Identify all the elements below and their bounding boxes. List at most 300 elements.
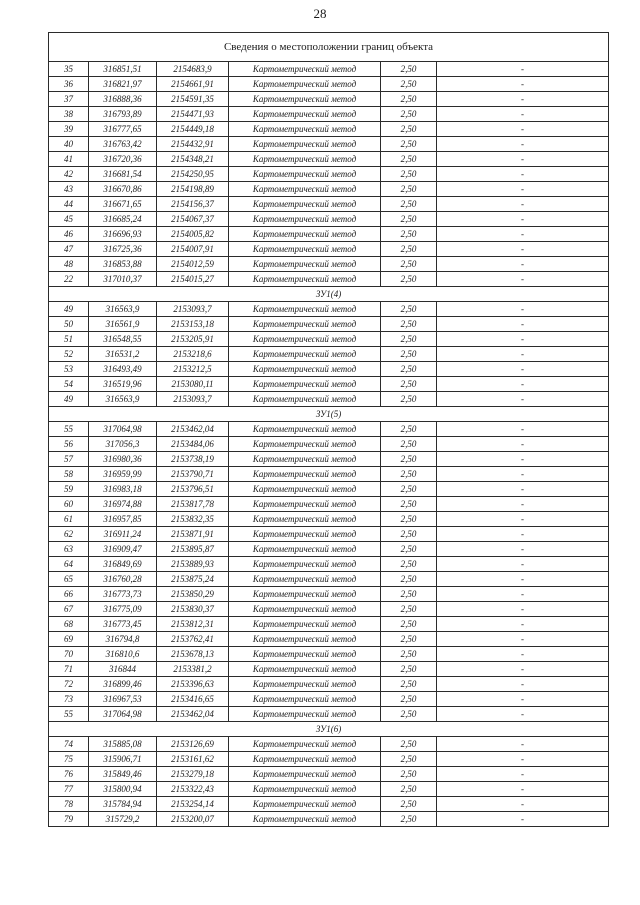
section-label: ЗУ1(5) xyxy=(49,407,609,422)
description-cell: - xyxy=(437,347,609,362)
accuracy-cell: 2,50 xyxy=(381,512,437,527)
description-cell: - xyxy=(437,152,609,167)
table-row xyxy=(49,662,609,677)
accuracy-cell: 2,50 xyxy=(381,482,437,497)
point-number-cell: 56 xyxy=(49,437,89,452)
x-coordinate-cell: 315800,94 xyxy=(89,782,157,797)
x-coordinate-cell: 316760,28 xyxy=(89,572,157,587)
description-cell: - xyxy=(437,317,609,332)
description-cell: - xyxy=(437,542,609,557)
table-row xyxy=(49,812,609,827)
accuracy-cell: 2,50 xyxy=(381,212,437,227)
point-number-cell: 49 xyxy=(49,302,89,317)
table-row xyxy=(49,122,609,137)
x-coordinate-cell: 316851,51 xyxy=(89,62,157,77)
table-row xyxy=(49,152,609,167)
x-coordinate-cell: 316493,49 xyxy=(89,362,157,377)
point-number-cell: 44 xyxy=(49,197,89,212)
table-row xyxy=(49,377,609,392)
y-coordinate-cell: 2154156,37 xyxy=(157,197,229,212)
accuracy-cell: 2,50 xyxy=(381,677,437,692)
point-number-cell: 59 xyxy=(49,482,89,497)
table-row xyxy=(49,167,609,182)
accuracy-cell: 2,50 xyxy=(381,527,437,542)
method-cell: Картометрический метод xyxy=(229,272,381,287)
point-number-cell: 40 xyxy=(49,137,89,152)
y-coordinate-cell: 2153322,43 xyxy=(157,782,229,797)
x-coordinate-cell: 316561,9 xyxy=(89,317,157,332)
accuracy-cell: 2,50 xyxy=(381,617,437,632)
accuracy-cell: 2,50 xyxy=(381,557,437,572)
accuracy-cell: 2,50 xyxy=(381,317,437,332)
table-row xyxy=(49,707,609,722)
description-cell: - xyxy=(437,752,609,767)
point-number-cell: 67 xyxy=(49,602,89,617)
y-coordinate-cell: 2153080,11 xyxy=(157,377,229,392)
method-cell: Картометрический метод xyxy=(229,437,381,452)
description-cell: - xyxy=(437,332,609,347)
method-cell: Картометрический метод xyxy=(229,647,381,662)
point-number-cell: 64 xyxy=(49,557,89,572)
x-coordinate-cell: 316671,65 xyxy=(89,197,157,212)
x-coordinate-cell: 316777,65 xyxy=(89,122,157,137)
y-coordinate-cell: 2153416,65 xyxy=(157,692,229,707)
point-number-cell: 78 xyxy=(49,797,89,812)
method-cell: Картометрический метод xyxy=(229,257,381,272)
boundary-coordinates-table xyxy=(48,32,609,827)
x-coordinate-cell: 317064,98 xyxy=(89,707,157,722)
y-coordinate-cell: 2153817,78 xyxy=(157,497,229,512)
x-coordinate-cell: 316519,96 xyxy=(89,377,157,392)
method-cell: Картометрический метод xyxy=(229,752,381,767)
y-coordinate-cell: 2153381,2 xyxy=(157,662,229,677)
accuracy-cell: 2,50 xyxy=(381,707,437,722)
accuracy-cell: 2,50 xyxy=(381,92,437,107)
accuracy-cell: 2,50 xyxy=(381,272,437,287)
accuracy-cell: 2,50 xyxy=(381,497,437,512)
description-cell: - xyxy=(437,767,609,782)
method-cell: Картометрический метод xyxy=(229,707,381,722)
x-coordinate-cell: 316685,24 xyxy=(89,212,157,227)
y-coordinate-cell: 2154683,9 xyxy=(157,62,229,77)
description-cell: - xyxy=(437,647,609,662)
accuracy-cell: 2,50 xyxy=(381,227,437,242)
accuracy-cell: 2,50 xyxy=(381,137,437,152)
table-row xyxy=(49,317,609,332)
method-cell: Картометрический метод xyxy=(229,737,381,752)
accuracy-cell: 2,50 xyxy=(381,107,437,122)
table-row xyxy=(49,617,609,632)
accuracy-cell: 2,50 xyxy=(381,737,437,752)
description-cell: - xyxy=(437,362,609,377)
accuracy-cell: 2,50 xyxy=(381,542,437,557)
table-row xyxy=(49,647,609,662)
accuracy-cell: 2,50 xyxy=(381,422,437,437)
x-coordinate-cell: 316844 xyxy=(89,662,157,677)
table-row xyxy=(49,257,609,272)
y-coordinate-cell: 2154198,89 xyxy=(157,182,229,197)
y-coordinate-cell: 2153830,37 xyxy=(157,602,229,617)
accuracy-cell: 2,50 xyxy=(381,647,437,662)
method-cell: Картометрический метод xyxy=(229,662,381,677)
description-cell: - xyxy=(437,707,609,722)
x-coordinate-cell: 316725,36 xyxy=(89,242,157,257)
y-coordinate-cell: 2153279,18 xyxy=(157,767,229,782)
method-cell: Картометрический метод xyxy=(229,587,381,602)
y-coordinate-cell: 2153889,93 xyxy=(157,557,229,572)
method-cell: Картометрический метод xyxy=(229,347,381,362)
table-row xyxy=(49,362,609,377)
table-row xyxy=(49,602,609,617)
point-number-cell: 74 xyxy=(49,737,89,752)
method-cell: Картометрический метод xyxy=(229,167,381,182)
point-number-cell: 43 xyxy=(49,182,89,197)
accuracy-cell: 2,50 xyxy=(381,392,437,407)
y-coordinate-cell: 2153796,51 xyxy=(157,482,229,497)
method-cell: Картометрический метод xyxy=(229,692,381,707)
description-cell: - xyxy=(437,377,609,392)
y-coordinate-cell: 2153093,7 xyxy=(157,392,229,407)
y-coordinate-cell: 2153875,24 xyxy=(157,572,229,587)
x-coordinate-cell: 316763,42 xyxy=(89,137,157,152)
point-number-cell: 49 xyxy=(49,392,89,407)
table-row xyxy=(49,302,609,317)
y-coordinate-cell: 2154348,21 xyxy=(157,152,229,167)
point-number-cell: 48 xyxy=(49,257,89,272)
method-cell: Картометрический метод xyxy=(229,632,381,647)
y-coordinate-cell: 2153205,91 xyxy=(157,332,229,347)
x-coordinate-cell: 316670,86 xyxy=(89,182,157,197)
method-cell: Картометрический метод xyxy=(229,512,381,527)
point-number-cell: 22 xyxy=(49,272,89,287)
y-coordinate-cell: 2154449,18 xyxy=(157,122,229,137)
point-number-cell: 50 xyxy=(49,317,89,332)
table-row xyxy=(49,587,609,602)
method-cell: Картометрический метод xyxy=(229,602,381,617)
description-cell: - xyxy=(437,197,609,212)
method-cell: Картометрический метод xyxy=(229,137,381,152)
x-coordinate-cell: 316821,97 xyxy=(89,77,157,92)
x-coordinate-cell: 316911,24 xyxy=(89,527,157,542)
method-cell: Картометрический метод xyxy=(229,302,381,317)
table-row xyxy=(49,227,609,242)
description-cell: - xyxy=(437,467,609,482)
x-coordinate-cell: 316794,8 xyxy=(89,632,157,647)
point-number-cell: 72 xyxy=(49,677,89,692)
point-number-cell: 53 xyxy=(49,362,89,377)
point-number-cell: 57 xyxy=(49,452,89,467)
y-coordinate-cell: 2154471,93 xyxy=(157,107,229,122)
method-cell: Картометрический метод xyxy=(229,152,381,167)
accuracy-cell: 2,50 xyxy=(381,122,437,137)
table-body xyxy=(49,33,609,827)
accuracy-cell: 2,50 xyxy=(381,167,437,182)
table-row xyxy=(49,272,609,287)
x-coordinate-cell: 316563,9 xyxy=(89,392,157,407)
x-coordinate-cell: 316980,36 xyxy=(89,452,157,467)
point-number-cell: 51 xyxy=(49,332,89,347)
y-coordinate-cell: 2154591,35 xyxy=(157,92,229,107)
table-row xyxy=(49,512,609,527)
accuracy-cell: 2,50 xyxy=(381,812,437,827)
x-coordinate-cell: 316959,99 xyxy=(89,467,157,482)
point-number-cell: 62 xyxy=(49,527,89,542)
section-label: ЗУ1(4) xyxy=(49,287,609,302)
description-cell: - xyxy=(437,392,609,407)
point-number-cell: 55 xyxy=(49,707,89,722)
y-coordinate-cell: 2153895,87 xyxy=(157,542,229,557)
x-coordinate-cell: 316681,54 xyxy=(89,167,157,182)
description-cell: - xyxy=(437,422,609,437)
accuracy-cell: 2,50 xyxy=(381,632,437,647)
description-cell: - xyxy=(437,437,609,452)
table-row xyxy=(49,182,609,197)
x-coordinate-cell: 315885,08 xyxy=(89,737,157,752)
description-cell: - xyxy=(437,137,609,152)
point-number-cell: 38 xyxy=(49,107,89,122)
point-number-cell: 36 xyxy=(49,77,89,92)
y-coordinate-cell: 2153738,19 xyxy=(157,452,229,467)
x-coordinate-cell: 316853,88 xyxy=(89,257,157,272)
point-number-cell: 52 xyxy=(49,347,89,362)
y-coordinate-cell: 2154661,91 xyxy=(157,77,229,92)
x-coordinate-cell: 317064,98 xyxy=(89,422,157,437)
method-cell: Картометрический метод xyxy=(229,557,381,572)
point-number-cell: 41 xyxy=(49,152,89,167)
y-coordinate-cell: 2154015,27 xyxy=(157,272,229,287)
table-row xyxy=(49,572,609,587)
table-row xyxy=(49,692,609,707)
accuracy-cell: 2,50 xyxy=(381,62,437,77)
table-row xyxy=(49,527,609,542)
x-coordinate-cell: 316720,36 xyxy=(89,152,157,167)
y-coordinate-cell: 2153161,62 xyxy=(157,752,229,767)
description-cell: - xyxy=(437,122,609,137)
x-coordinate-cell: 316957,85 xyxy=(89,512,157,527)
table-row xyxy=(49,332,609,347)
description-cell: - xyxy=(437,527,609,542)
description-cell: - xyxy=(437,92,609,107)
description-cell: - xyxy=(437,167,609,182)
x-coordinate-cell: 316888,36 xyxy=(89,92,157,107)
point-number-cell: 70 xyxy=(49,647,89,662)
method-cell: Картометрический метод xyxy=(229,452,381,467)
description-cell: - xyxy=(437,497,609,512)
point-number-cell: 54 xyxy=(49,377,89,392)
table-row xyxy=(49,77,609,92)
description-cell: - xyxy=(437,212,609,227)
x-coordinate-cell: 316531,2 xyxy=(89,347,157,362)
method-cell: Картометрический метод xyxy=(229,467,381,482)
table-row xyxy=(49,677,609,692)
description-cell: - xyxy=(437,677,609,692)
y-coordinate-cell: 2153396,63 xyxy=(157,677,229,692)
y-coordinate-cell: 2153093,7 xyxy=(157,302,229,317)
y-coordinate-cell: 2153812,31 xyxy=(157,617,229,632)
description-cell: - xyxy=(437,452,609,467)
section-row xyxy=(49,722,609,737)
y-coordinate-cell: 2154012,59 xyxy=(157,257,229,272)
table-row xyxy=(49,197,609,212)
x-coordinate-cell: 316974,88 xyxy=(89,497,157,512)
point-number-cell: 35 xyxy=(49,62,89,77)
point-number-cell: 58 xyxy=(49,467,89,482)
description-cell: - xyxy=(437,587,609,602)
x-coordinate-cell: 317010,37 xyxy=(89,272,157,287)
description-cell: - xyxy=(437,557,609,572)
table-row xyxy=(49,92,609,107)
y-coordinate-cell: 2153484,06 xyxy=(157,437,229,452)
accuracy-cell: 2,50 xyxy=(381,302,437,317)
accuracy-cell: 2,50 xyxy=(381,347,437,362)
x-coordinate-cell: 316899,46 xyxy=(89,677,157,692)
table-row xyxy=(49,437,609,452)
y-coordinate-cell: 2153762,41 xyxy=(157,632,229,647)
table-row xyxy=(49,422,609,437)
x-coordinate-cell: 315729,2 xyxy=(89,812,157,827)
table-row xyxy=(49,542,609,557)
table-row xyxy=(49,452,609,467)
y-coordinate-cell: 2153462,04 xyxy=(157,422,229,437)
method-cell: Картометрический метод xyxy=(229,392,381,407)
point-number-cell: 75 xyxy=(49,752,89,767)
y-coordinate-cell: 2153850,29 xyxy=(157,587,229,602)
x-coordinate-cell: 315906,71 xyxy=(89,752,157,767)
accuracy-cell: 2,50 xyxy=(381,602,437,617)
method-cell: Картометрический метод xyxy=(229,542,381,557)
section-label: ЗУ1(6) xyxy=(49,722,609,737)
table-row xyxy=(49,392,609,407)
point-number-cell: 45 xyxy=(49,212,89,227)
y-coordinate-cell: 2153200,07 xyxy=(157,812,229,827)
point-number-cell: 60 xyxy=(49,497,89,512)
point-number-cell: 61 xyxy=(49,512,89,527)
point-number-cell: 47 xyxy=(49,242,89,257)
description-cell: - xyxy=(437,782,609,797)
x-coordinate-cell: 316909,47 xyxy=(89,542,157,557)
y-coordinate-cell: 2153218,6 xyxy=(157,347,229,362)
method-cell: Картометрический метод xyxy=(229,767,381,782)
description-cell: - xyxy=(437,617,609,632)
method-cell: Картометрический метод xyxy=(229,332,381,347)
accuracy-cell: 2,50 xyxy=(381,572,437,587)
x-coordinate-cell: 316563,9 xyxy=(89,302,157,317)
x-coordinate-cell: 316967,53 xyxy=(89,692,157,707)
x-coordinate-cell: 316773,45 xyxy=(89,617,157,632)
description-cell: - xyxy=(437,302,609,317)
description-cell: - xyxy=(437,182,609,197)
description-cell: - xyxy=(437,812,609,827)
point-number-cell: 71 xyxy=(49,662,89,677)
accuracy-cell: 2,50 xyxy=(381,437,437,452)
description-cell: - xyxy=(437,107,609,122)
method-cell: Картометрический метод xyxy=(229,482,381,497)
y-coordinate-cell: 2153153,18 xyxy=(157,317,229,332)
description-cell: - xyxy=(437,692,609,707)
description-cell: - xyxy=(437,797,609,812)
x-coordinate-cell: 316696,93 xyxy=(89,227,157,242)
description-cell: - xyxy=(437,77,609,92)
method-cell: Картометрический метод xyxy=(229,782,381,797)
table-row xyxy=(49,62,609,77)
table-row xyxy=(49,782,609,797)
x-coordinate-cell: 316849,69 xyxy=(89,557,157,572)
accuracy-cell: 2,50 xyxy=(381,467,437,482)
accuracy-cell: 2,50 xyxy=(381,587,437,602)
accuracy-cell: 2,50 xyxy=(381,662,437,677)
accuracy-cell: 2,50 xyxy=(381,782,437,797)
description-cell: - xyxy=(437,482,609,497)
table-row xyxy=(49,797,609,812)
method-cell: Картометрический метод xyxy=(229,227,381,242)
y-coordinate-cell: 2154432,91 xyxy=(157,137,229,152)
method-cell: Картометрический метод xyxy=(229,92,381,107)
point-number-cell: 69 xyxy=(49,632,89,647)
y-coordinate-cell: 2153126,69 xyxy=(157,737,229,752)
point-number-cell: 65 xyxy=(49,572,89,587)
method-cell: Картометрический метод xyxy=(229,77,381,92)
method-cell: Картометрический метод xyxy=(229,122,381,137)
accuracy-cell: 2,50 xyxy=(381,797,437,812)
description-cell: - xyxy=(437,227,609,242)
y-coordinate-cell: 2153254,14 xyxy=(157,797,229,812)
point-number-cell: 66 xyxy=(49,587,89,602)
point-number-cell: 63 xyxy=(49,542,89,557)
x-coordinate-cell: 317056,3 xyxy=(89,437,157,452)
accuracy-cell: 2,50 xyxy=(381,257,437,272)
table-row xyxy=(49,107,609,122)
point-number-cell: 55 xyxy=(49,422,89,437)
y-coordinate-cell: 2154067,37 xyxy=(157,212,229,227)
accuracy-cell: 2,50 xyxy=(381,152,437,167)
point-number-cell: 46 xyxy=(49,227,89,242)
description-cell: - xyxy=(437,662,609,677)
method-cell: Картометрический метод xyxy=(229,617,381,632)
method-cell: Картометрический метод xyxy=(229,812,381,827)
x-coordinate-cell: 316775,09 xyxy=(89,602,157,617)
x-coordinate-cell: 316773,73 xyxy=(89,587,157,602)
method-cell: Картометрический метод xyxy=(229,797,381,812)
method-cell: Картометрический метод xyxy=(229,497,381,512)
table-row xyxy=(49,497,609,512)
accuracy-cell: 2,50 xyxy=(381,452,437,467)
y-coordinate-cell: 2153212,5 xyxy=(157,362,229,377)
x-coordinate-cell: 316810,6 xyxy=(89,647,157,662)
y-coordinate-cell: 2154250,95 xyxy=(157,167,229,182)
point-number-cell: 39 xyxy=(49,122,89,137)
point-number-cell: 76 xyxy=(49,767,89,782)
table-row xyxy=(49,347,609,362)
y-coordinate-cell: 2153790,71 xyxy=(157,467,229,482)
method-cell: Картометрический метод xyxy=(229,422,381,437)
table-row xyxy=(49,767,609,782)
method-cell: Картометрический метод xyxy=(229,677,381,692)
method-cell: Картометрический метод xyxy=(229,362,381,377)
table-row xyxy=(49,557,609,572)
table-row xyxy=(49,467,609,482)
table-row xyxy=(49,482,609,497)
table-row xyxy=(49,212,609,227)
y-coordinate-cell: 2153462,04 xyxy=(157,707,229,722)
y-coordinate-cell: 2153871,91 xyxy=(157,527,229,542)
y-coordinate-cell: 2154007,91 xyxy=(157,242,229,257)
y-coordinate-cell: 2154005,82 xyxy=(157,227,229,242)
section-row xyxy=(49,407,609,422)
method-cell: Картометрический метод xyxy=(229,107,381,122)
x-coordinate-cell: 316548,55 xyxy=(89,332,157,347)
method-cell: Картометрический метод xyxy=(229,197,381,212)
method-cell: Картометрический метод xyxy=(229,317,381,332)
